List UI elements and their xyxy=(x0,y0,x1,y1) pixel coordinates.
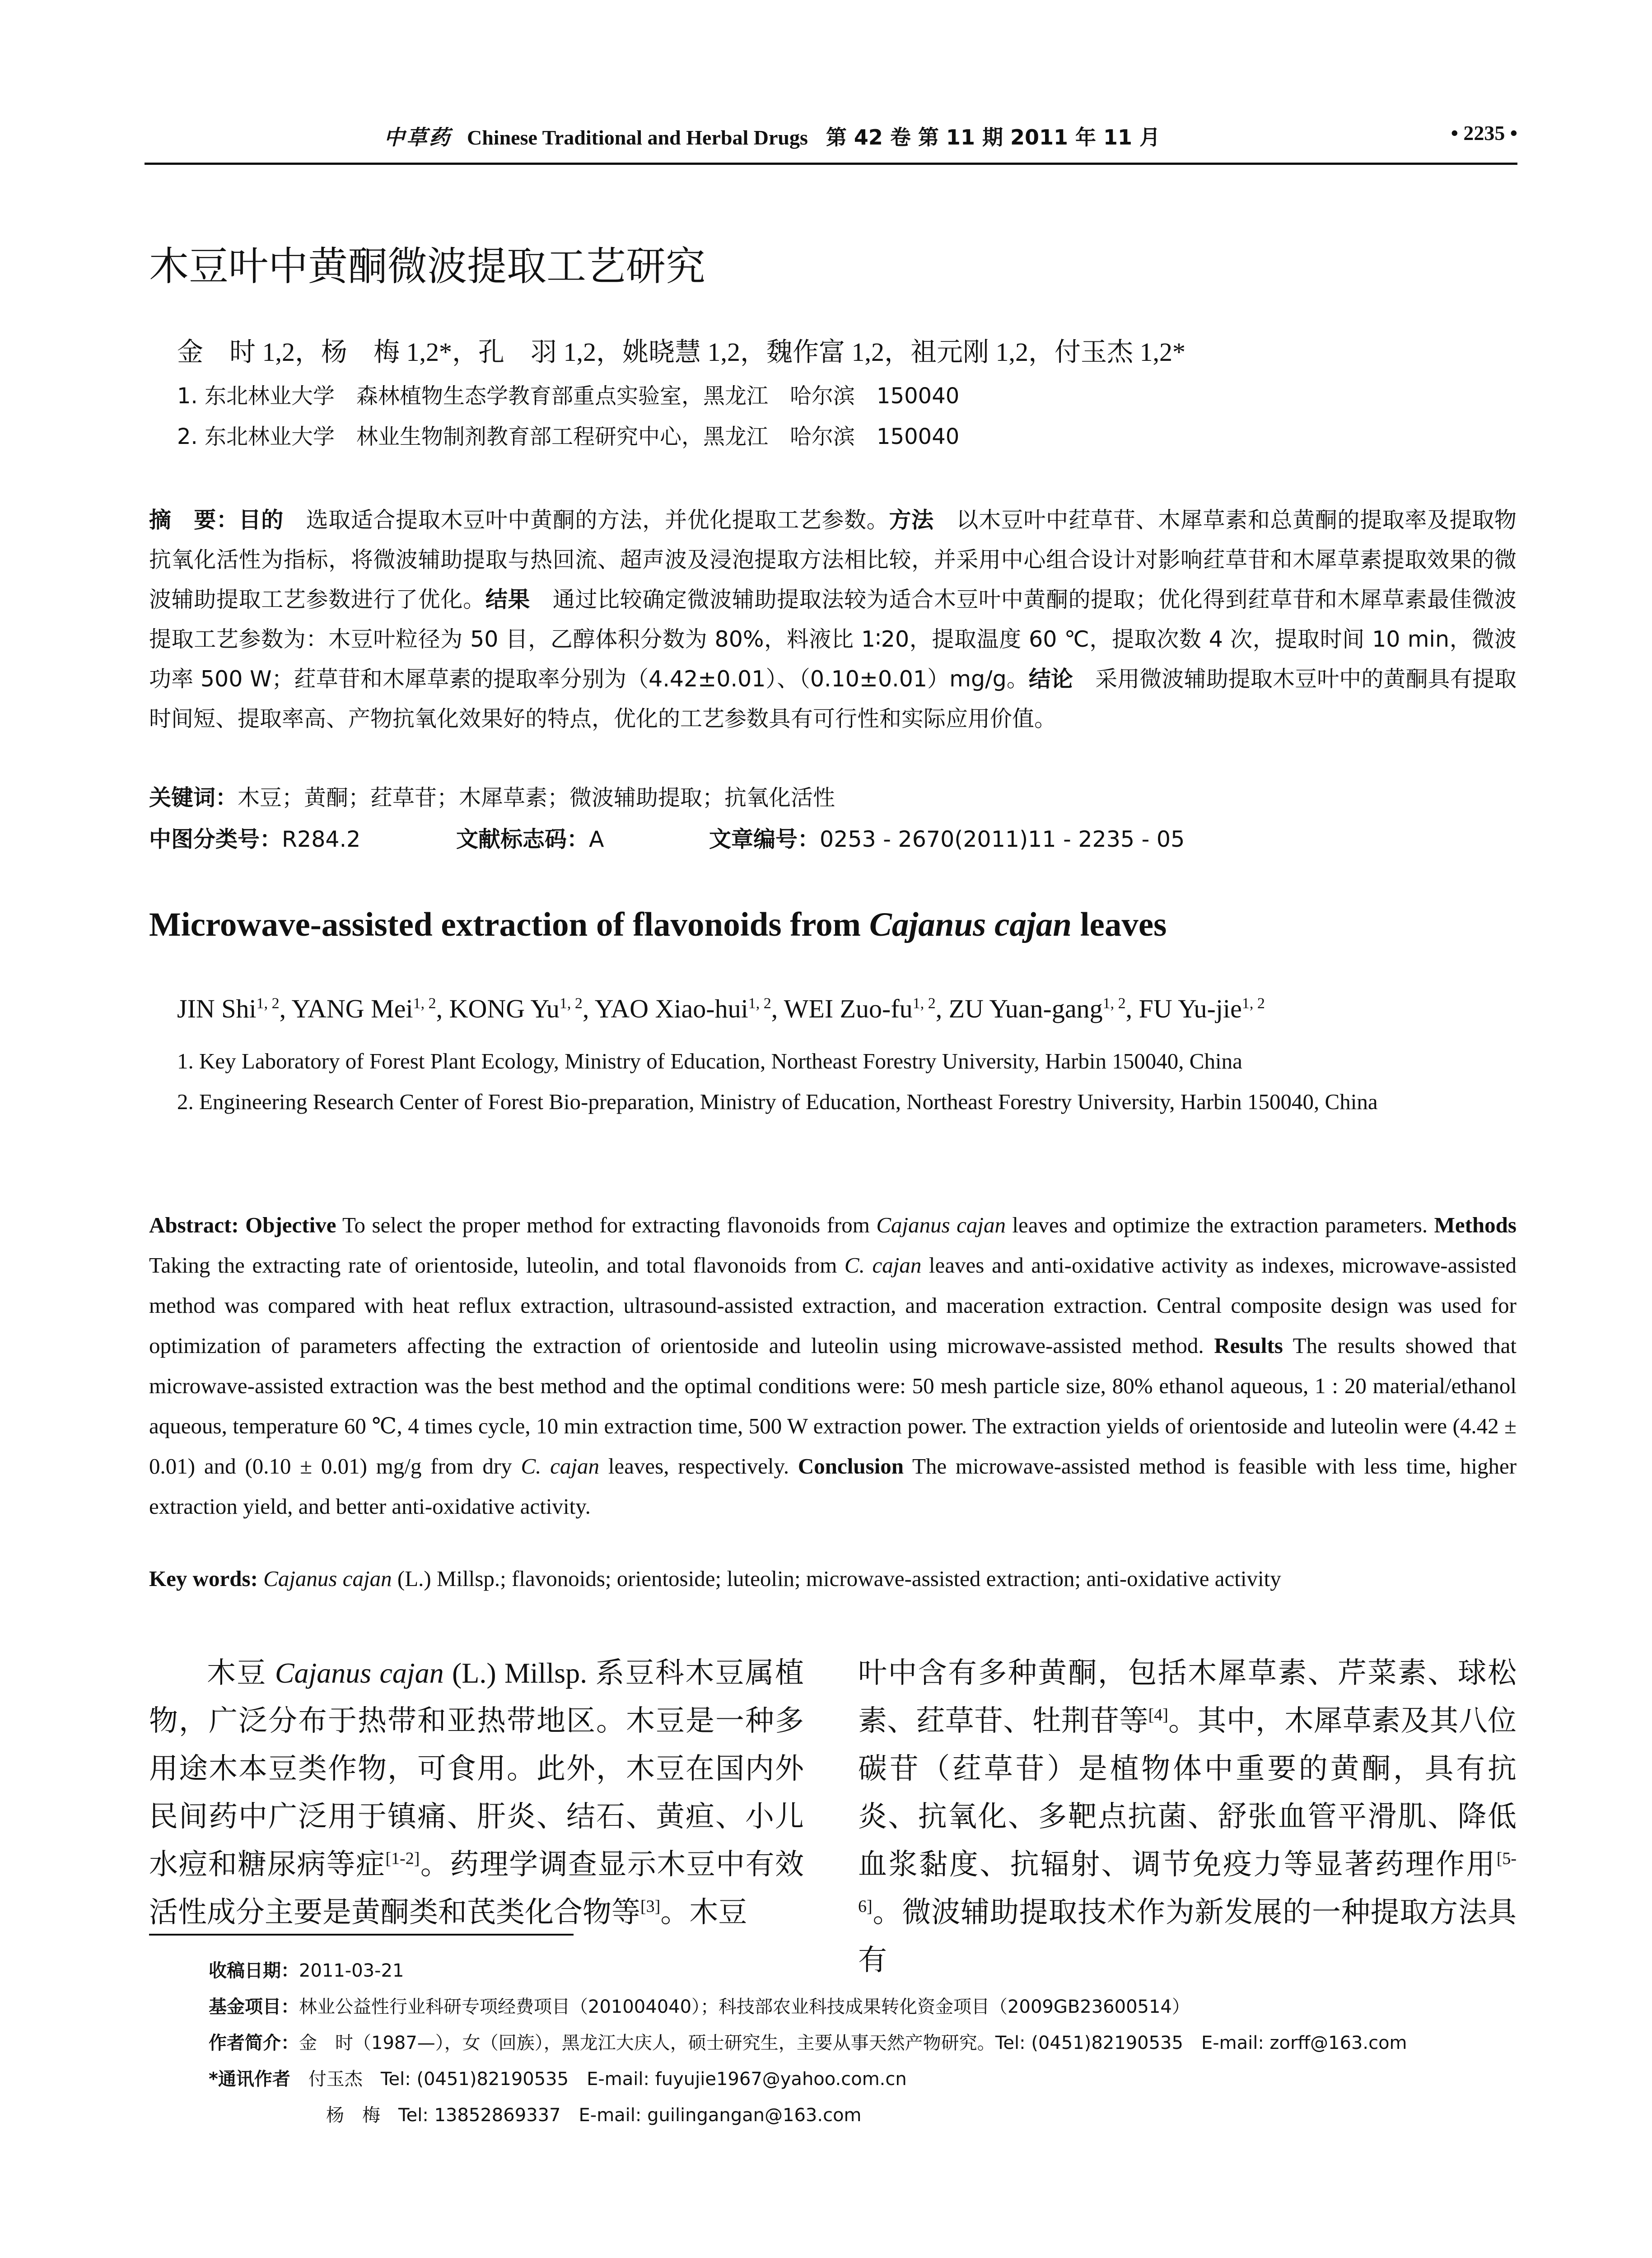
en-keywords-text: (L.) Millsp.; flavonoids; orientoside; luteolin; microwave-assisted extraction; anti-oxidative activity xyxy=(392,1566,1281,1591)
en-title-pre: Microwave-assisted extraction of flavonoids from xyxy=(149,906,869,943)
en-results-end: leaves, respectively. xyxy=(599,1454,798,1479)
body-text: 木豆 xyxy=(207,1657,275,1689)
cn-abstract-label: 摘 要： xyxy=(149,507,239,533)
journal-name-en: Chinese Traditional and Herbal Drugs xyxy=(467,126,808,149)
en-author: YAO Xiao-hui xyxy=(594,994,748,1023)
footnote-text: 付玉杰 Tel: (0451)82190535 E-mail: fuyujie1967@yahoo.com.cn xyxy=(290,2069,907,2090)
body-text: 叶中含有多种黄酮，包括木犀草素、芹菜素、球松素、荭草苷、牡荆苷等 xyxy=(858,1657,1517,1737)
en-author: ZU Yuan-gang xyxy=(948,994,1103,1023)
en-author: JIN Shi xyxy=(177,994,257,1023)
journal-info xyxy=(384,121,1160,151)
cn-affiliation-1: 1. 东北林业大学 森林植物生态学教育部重点实验室，黑龙江 哈尔滨 150040 xyxy=(177,383,960,409)
en-conclusion-label: Conclusion xyxy=(798,1454,904,1479)
citation-ref: [4] xyxy=(1148,1705,1168,1725)
en-conclusion: The microwave-assisted method is feasible with less time, higher extraction yield, and better anti-oxidative activity. xyxy=(149,1454,1517,1519)
footnote-received xyxy=(209,1956,404,1982)
body-text: (L.) Millsp. 系豆科木豆属植物，广泛分布于热带和亚热带地区。木豆是一种多用途木本豆类作物，可食用。此外，木豆在国内外民间药中广泛用于镇痛、肝炎、结石、黄疸、小儿水痘和糖尿病等症 xyxy=(149,1657,804,1880)
en-objective-label: Objective xyxy=(245,1213,336,1237)
journal-name-cn: 中草药 xyxy=(384,125,452,149)
en-author: YANG Mei xyxy=(291,994,413,1023)
author-sup: 1, 2 xyxy=(1102,995,1126,1012)
clc-label: 中图分类号： xyxy=(149,826,282,852)
cn-title: 木豆叶中黄酮微波提取工艺研究 xyxy=(149,243,706,289)
en-keywords-species: Cajanus cajan xyxy=(263,1566,392,1591)
copyright-strip xyxy=(0,2253,1652,2258)
cn-methods-label: 方法 xyxy=(889,507,934,533)
en-keywords-label: Key words: xyxy=(149,1566,258,1591)
body-column-left xyxy=(149,1649,804,1936)
header-rule xyxy=(145,163,1517,165)
en-title-species: Cajanus cajan xyxy=(869,906,1072,943)
author-sup: 1, 2 xyxy=(748,995,771,1012)
en-species: C. cajan xyxy=(521,1454,600,1479)
footnote-rule xyxy=(149,1934,574,1936)
running-header xyxy=(145,121,1517,157)
footnote-corresponding xyxy=(209,2065,907,2090)
en-title-post: leaves xyxy=(1071,906,1167,943)
author-sup: 1, 2 xyxy=(912,995,936,1012)
en-species: Cajanus cajan xyxy=(876,1213,1006,1237)
cn-conclusion-label: 结论 xyxy=(1028,666,1073,692)
citation-ref: [5-6] xyxy=(858,1849,1517,1916)
cn-methods: 以木豆叶中荭草苷、木犀草素和总黄酮的提取率及提取物抗氧化活性为指标，将微波辅助提取与热回流、超声波及浸泡提取方法相比较，并采用中心组合设计对影响荭草苷和木犀草素提取效果的微波辅助提取工艺参数进行了优化。 xyxy=(149,507,1517,612)
en-methods: Taking the extracting rate of orientoside, luteolin, and total flavonoids from xyxy=(149,1253,845,1278)
page-number: • 2235 • xyxy=(1451,121,1517,145)
en-objective: To select the proper method for extracting flavonoids from xyxy=(336,1213,877,1237)
en-methods-label: Methods xyxy=(1434,1213,1517,1237)
en-keywords xyxy=(149,1566,1281,1591)
en-affiliation-1: 1. Key Laboratory of Forest Plant Ecology, Ministry of Education, Northeast Forestry University, Harbin 150040, China xyxy=(177,1049,1242,1073)
en-author: WEI Zuo-fu xyxy=(784,994,913,1023)
article-no: 0253 - 2670(2011)11 - 2235 - 05 xyxy=(820,826,1185,852)
footnote-author xyxy=(209,2029,1407,2054)
footnote-label: 作者简介： xyxy=(209,2033,299,2053)
en-methods-end: leaves and anti-oxidative activity as indexes, microwave-assisted method was compared with heat reflux extraction, ultrasound-assisted extraction, and maceration extraction. Central composite design was used for optimization of parameters affecting the extraction of orientoside and luteolin using microwave-assisted method. xyxy=(149,1253,1517,1358)
footnote-corresponding-2: 杨 梅 Tel: 13852869337 E-mail: guilingangan@163.com xyxy=(326,2105,862,2126)
body-text: 。药理学调查显示木豆中有效活性成分主要是黄酮类和芪类化合物等 xyxy=(149,1848,804,1928)
cn-authors: 金 时 1,2，杨 梅 1,2*，孔 羽 1,2，姚晓慧 1,2，魏作富 1,2，祖元刚 1,2，付玉杰 1,2* xyxy=(177,337,1186,367)
footnote-fund xyxy=(209,1992,1190,2018)
body-species: Cajanus cajan xyxy=(275,1657,444,1689)
doc-code: A xyxy=(589,826,604,852)
footnote-text: 林业公益性行业科研专项经费项目（201004040）；科技部农业科技成果转化资金项目（2009GB23600514） xyxy=(299,1997,1190,2017)
cn-keywords-label: 关键词： xyxy=(149,785,238,811)
body-text: 。微波辅助提取技术作为新发展的一种提取方法具有 xyxy=(858,1896,1517,1976)
article-no-label: 文章编号： xyxy=(709,826,820,852)
en-author: FU Yu-jie xyxy=(1139,994,1242,1023)
cn-conclusion: 采用微波辅助提取木豆叶中的黄酮具有提取时间短、提取率高、产物抗氧化效果好的特点，优化的工艺参数具有可行性和实际应用价值。 xyxy=(149,666,1517,732)
footnote-text: 2011-03-21 xyxy=(299,1960,404,1981)
footnote-label: 基金项目： xyxy=(209,1997,299,2017)
body-text: 。其中，木犀草素及其八位碳苷（荭草苷）是植物体中重要的黄酮，具有抗炎、抗氧化、多靶点抗菌、舒张血管平滑肌、降低血浆黏度、抗辐射、调节免疫力等显著药理作用 xyxy=(858,1705,1517,1880)
footnote-label: *通讯作者 xyxy=(209,2069,290,2090)
body-text: 。木豆 xyxy=(660,1896,747,1928)
doc-code-label: 文献标志码： xyxy=(456,826,589,852)
cn-classification xyxy=(149,822,1185,854)
en-abstract-label: Abstract: xyxy=(149,1213,239,1237)
cn-affiliation-2: 2. 东北林业大学 林业生物制剂教育部工程研究中心，黑龙江 哈尔滨 150040 xyxy=(177,424,960,449)
en-results-label: Results xyxy=(1214,1333,1283,1358)
author-sup: 1, 2 xyxy=(256,995,280,1012)
clc-code: R284.2 xyxy=(282,826,361,852)
en-objective-end: leaves and optimize the extraction parameters. xyxy=(1006,1213,1434,1237)
cn-keywords-text: 木豆；黄酮；荭草苷；木犀草素；微波辅助提取；抗氧化活性 xyxy=(238,785,835,811)
cn-keywords xyxy=(149,780,835,812)
cn-results-label: 结果 xyxy=(485,587,531,612)
en-authors: JIN Shi$^{1, 2}$, YANG Mei$^{1, 2}$, KONG Yu$^{1, 2}$, YAO Xiao-hui$^{1, 2}$, WEI Zuo-fu$^{1, 2}$, ZU Yuan-gang$^{1, 2}$, FU Yu-jie$^{1, 2}$ xyxy=(177,994,1265,1023)
footnote-label: 收稿日期： xyxy=(209,1960,299,1981)
author-sup: 1, 2 xyxy=(559,995,583,1012)
en-author: KONG Yu xyxy=(449,994,560,1023)
cn-abstract xyxy=(149,500,1517,739)
cn-objective-label: 目的 xyxy=(238,507,284,533)
cn-results: 通过比较确定微波辅助提取法较为适合木豆叶中黄酮的提取；优化得到荭草苷和木犀草素最佳微波提取工艺参数为：木豆叶粒径为 50 目，乙醇体积分数为 80%，料液比 1∶20，提取温度 60 ℃，提取次数 4 次，提取时间 10 min，微波功率 500 W；荭草苷和木犀草素的提取率分别为（4.42±0.01）、（0.10±0.01）mg/g。 xyxy=(149,587,1517,692)
en-species: C. cajan xyxy=(844,1253,922,1278)
cn-objective: 选取适合提取木豆叶中黄酮的方法，并优化提取工艺参数。 xyxy=(283,507,889,533)
citation-ref: [3] xyxy=(640,1897,661,1916)
body-column-right xyxy=(858,1649,1517,1984)
journal-issue: 第 42 卷 第 11 期 2011 年 11 月 xyxy=(826,125,1161,149)
en-title xyxy=(149,905,1167,944)
en-abstract xyxy=(149,1205,1517,1526)
footnote-text: 金 时（1987—），女（回族），黑龙江大庆人，硕士研究生，主要从事天然产物研究。Tel: (0451)82190535 E-mail: zorff@163.com xyxy=(299,2033,1407,2053)
author-sup: 1, 2 xyxy=(413,995,436,1012)
author-sup: 1, 2 xyxy=(1241,995,1265,1012)
en-affiliation-2: 2. Engineering Research Center of Forest Bio-preparation, Ministry of Education, Northeast Forestry University, Harbin 150040, China xyxy=(177,1089,1378,1114)
citation-ref: [1-2] xyxy=(385,1849,420,1868)
en-results: The results showed that microwave-assisted extraction was the best method and the optimal conditions were: 50 mesh particle size, 80% ethanol aqueous, 1 : 20 material/ethanol aqueous, temperature 60 ℃, 4 times cycle, 10 min extraction time, 500 W extraction power. The extraction yields of orientoside and luteolin were (4.42 ± 0.01) and (0.10 ± 0.01) mg/g from dry xyxy=(149,1333,1517,1479)
